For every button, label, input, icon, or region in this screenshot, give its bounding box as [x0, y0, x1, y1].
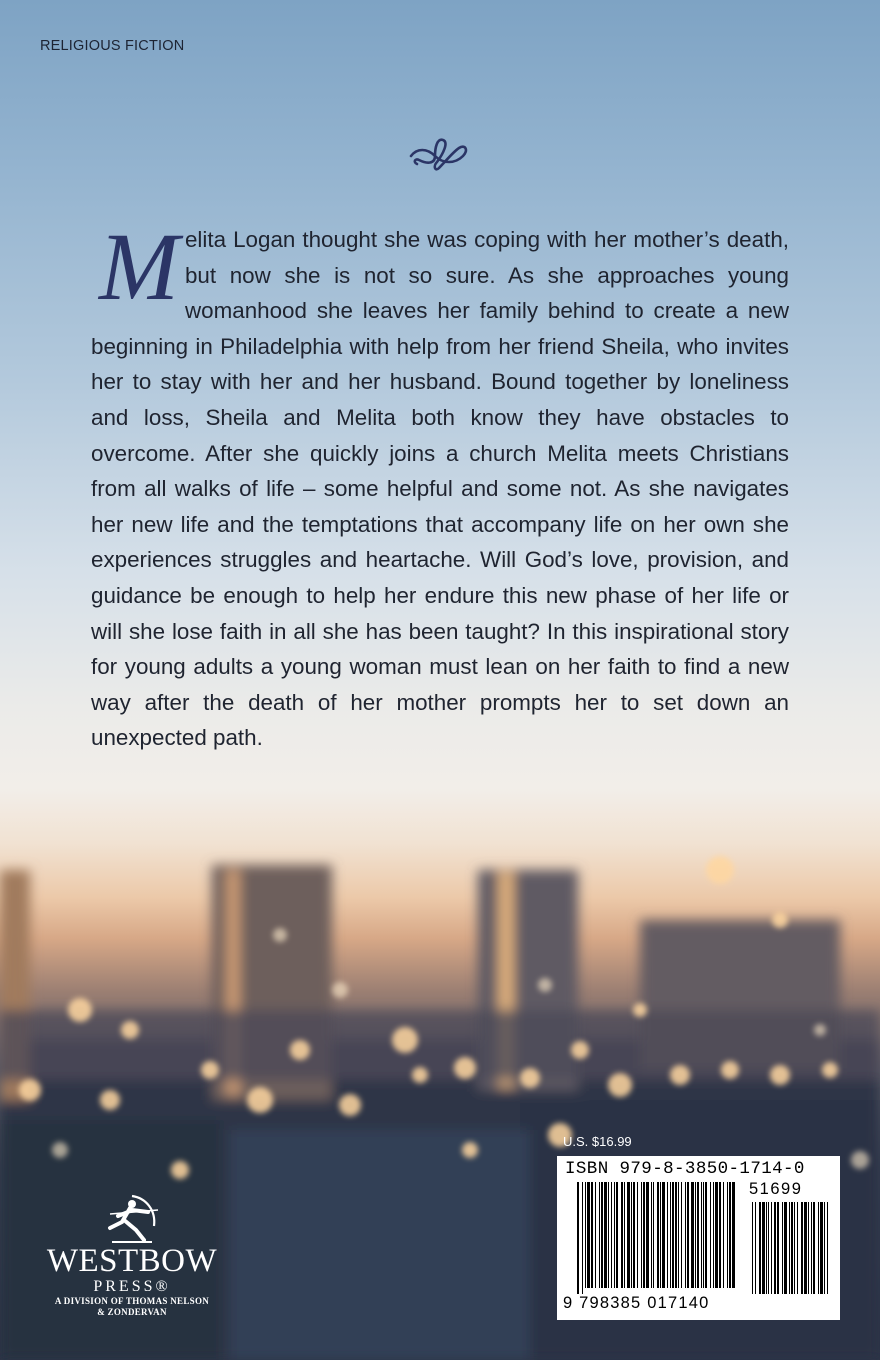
isbn-bar: [591, 1182, 593, 1288]
isbn-bar: [727, 1182, 728, 1288]
publisher-press: PRESS®: [93, 1278, 171, 1295]
price-bar: [766, 1202, 767, 1294]
price-bar: [801, 1202, 803, 1294]
publisher-name: WESTBOW: [46, 1243, 218, 1279]
isbn-bar: [633, 1182, 635, 1288]
price-label: U.S. $16.99: [563, 1134, 632, 1149]
price-bar: [789, 1202, 790, 1294]
isbn-bar: [713, 1182, 714, 1288]
isbn-bar: [657, 1182, 659, 1288]
isbn-bar: [678, 1182, 679, 1288]
isbn-bar: [631, 1182, 632, 1288]
price-bar: [762, 1202, 765, 1294]
price-bar: [755, 1202, 756, 1294]
isbn-bar: [614, 1182, 615, 1288]
isbn-label: ISBN 979-8-3850-1714-0: [565, 1159, 805, 1179]
price-bar: [777, 1202, 779, 1294]
price-bar: [794, 1202, 795, 1294]
barcode-digits: 9 798385 017140: [563, 1294, 710, 1312]
isbn-bar: [703, 1182, 704, 1288]
isbn-bar: [695, 1182, 696, 1288]
price-bar: [791, 1202, 793, 1294]
isbn-bar: [651, 1182, 652, 1288]
publisher-division-line1: A DIVISION OF THOMAS NELSON: [54, 1296, 210, 1306]
price-bar: [808, 1202, 809, 1294]
isbn-bar: [729, 1182, 731, 1288]
isbn-barcode: [557, 1156, 840, 1320]
isbn-bar: [627, 1182, 630, 1288]
isbn-bar: [611, 1182, 612, 1288]
barcode-price-code: 51699: [749, 1180, 803, 1198]
price-bar: [771, 1202, 772, 1294]
price-bar: [784, 1202, 787, 1294]
isbn-bar: [697, 1182, 699, 1288]
isbn-bar: [587, 1182, 590, 1288]
description-text: elita Logan thought she was coping with her mother’s death, but now she is not so sure. As she approaches young womanhood she leaves her family behind to create a new beginning in Philadelphia with help from her friend Sheila, who invites her to stay with her and her husband. Bound together by loneliness and loss, Sheila and Melita both know they have obstacles to overcome. After she quickly joins a church Melita meets Christians from all walks of life – some helpful and some not. As she navigates her new life and the temptations that accompany life on her own she experiences struggles and heartache. Will God’s love, provision, and guidance be enough to help her endure this new phase of her life or will she lose faith in all she has been taught? In this inspirational story for young adults a young woman must lean on her faith to find a new way after the death of her mother prompts her to set down an unexpected path.: [91, 227, 789, 751]
isbn-bar: [599, 1182, 600, 1288]
genre-label: RELIGIOUS FICTION: [40, 38, 185, 54]
isbn-bar: [660, 1182, 661, 1288]
isbn-bar: [585, 1182, 586, 1288]
isbn-bar: [715, 1182, 718, 1288]
isbn-bar: [670, 1182, 671, 1288]
isbn-bar: [662, 1182, 665, 1288]
isbn-bar: [687, 1182, 689, 1288]
isbn-bar: [701, 1182, 702, 1288]
isbn-bar: [624, 1182, 625, 1288]
isbn-bar: [577, 1182, 579, 1294]
isbn-bar: [608, 1182, 609, 1288]
isbn-bar: [601, 1182, 603, 1288]
isbn-bar: [582, 1182, 583, 1294]
isbn-bar: [675, 1182, 677, 1288]
isbn-bar: [604, 1182, 607, 1288]
isbn-bar: [723, 1182, 724, 1288]
isbn-bar: [719, 1182, 721, 1288]
isbn-bar: [643, 1182, 645, 1288]
price-bar: [774, 1202, 776, 1294]
isbn-bar: [621, 1182, 623, 1288]
price-bar: [824, 1202, 825, 1294]
isbn-bar: [691, 1182, 694, 1288]
isbn-bar: [681, 1182, 682, 1288]
isbn-bar: [653, 1182, 654, 1288]
price-bar: [811, 1202, 812, 1294]
isbn-bar: [732, 1182, 735, 1288]
isbn-bar: [595, 1182, 596, 1288]
price-bar: [813, 1202, 815, 1294]
isbn-bar: [685, 1182, 686, 1288]
archer-logo-icon: [92, 1188, 172, 1248]
isbn-bar: [646, 1182, 649, 1288]
isbn-bar: [616, 1182, 618, 1288]
book-description: [91, 213, 789, 756]
price-bar: [797, 1202, 798, 1294]
swash-flourish-icon: [405, 134, 475, 178]
isbn-bar: [667, 1182, 668, 1288]
publisher-division-line2: & ZONDERVAN: [97, 1307, 167, 1317]
isbn-bar: [641, 1182, 642, 1288]
price-bar: [768, 1202, 769, 1294]
publisher-logo: [32, 1188, 232, 1338]
price-bar: [759, 1202, 761, 1294]
drop-cap: M: [99, 213, 179, 320]
isbn-bar: [705, 1182, 707, 1288]
price-bar: [782, 1202, 783, 1294]
price-bar: [827, 1202, 828, 1294]
isbn-bar: [710, 1182, 711, 1288]
price-bar: [818, 1202, 819, 1294]
isbn-bar: [672, 1182, 674, 1288]
price-bar: [752, 1202, 753, 1294]
price-bar: [820, 1202, 823, 1294]
isbn-bar: [637, 1182, 638, 1288]
price-bar: [804, 1202, 807, 1294]
